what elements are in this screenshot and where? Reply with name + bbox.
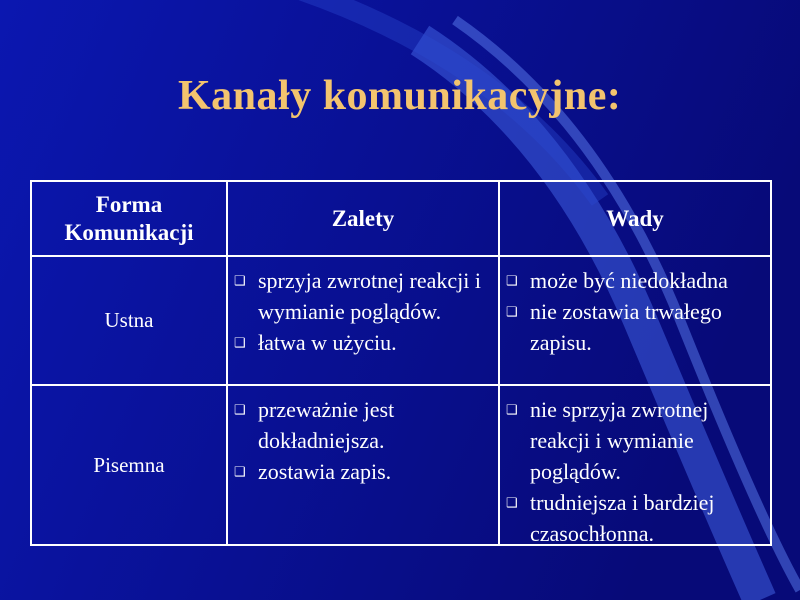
hollow-square-bullet-icon: ❑ (234, 335, 246, 350)
hollow-square-bullet-icon: ❑ (506, 402, 518, 417)
hollow-square-bullet-icon: ❑ (506, 273, 518, 288)
hollow-square-bullet-icon: ❑ (506, 304, 518, 319)
list-item: ❑ może być niedokładna (506, 265, 764, 296)
row-label-pisemna: Pisemna (93, 452, 165, 477)
hollow-square-bullet-icon: ❑ (234, 402, 246, 417)
pisemna-zalety-cell (228, 386, 498, 544)
ustna-wady-cell (500, 257, 770, 384)
pisemna-wady-cell (500, 386, 770, 544)
header-wady: Wady (606, 205, 664, 231)
list-item: ❑ trudniejsza i bardziej czasochłonna. (506, 487, 764, 549)
header-forma-komunikacji: Forma Komunikacji (64, 191, 194, 245)
hollow-square-bullet-icon: ❑ (506, 495, 518, 510)
header-zalety: Zalety (331, 205, 395, 231)
list-item: ❑ nie zostawia trwałego zapisu. (506, 296, 764, 358)
list-item: ❑ nie sprzyja zwrotnej reakcji i wymianie poglądów. (506, 394, 764, 487)
list-item: ❑ przeważnie jest dokładniejsza. (234, 394, 492, 456)
hollow-square-bullet-icon: ❑ (234, 273, 246, 288)
row-label-ustna: Ustna (104, 308, 154, 332)
slide-title: Kanały komunikacyjne: (178, 73, 622, 119)
hollow-square-bullet-icon: ❑ (234, 464, 246, 479)
list-item: ❑ łatwa w użyciu. (234, 327, 492, 358)
ustna-zalety-cell (228, 257, 498, 384)
list-item: ❑ zostawia zapis. (234, 456, 492, 487)
communication-channels-table (30, 180, 772, 546)
list-item: ❑ sprzyja zwrotnej reakcji i wymianie poglądów. (234, 265, 492, 327)
